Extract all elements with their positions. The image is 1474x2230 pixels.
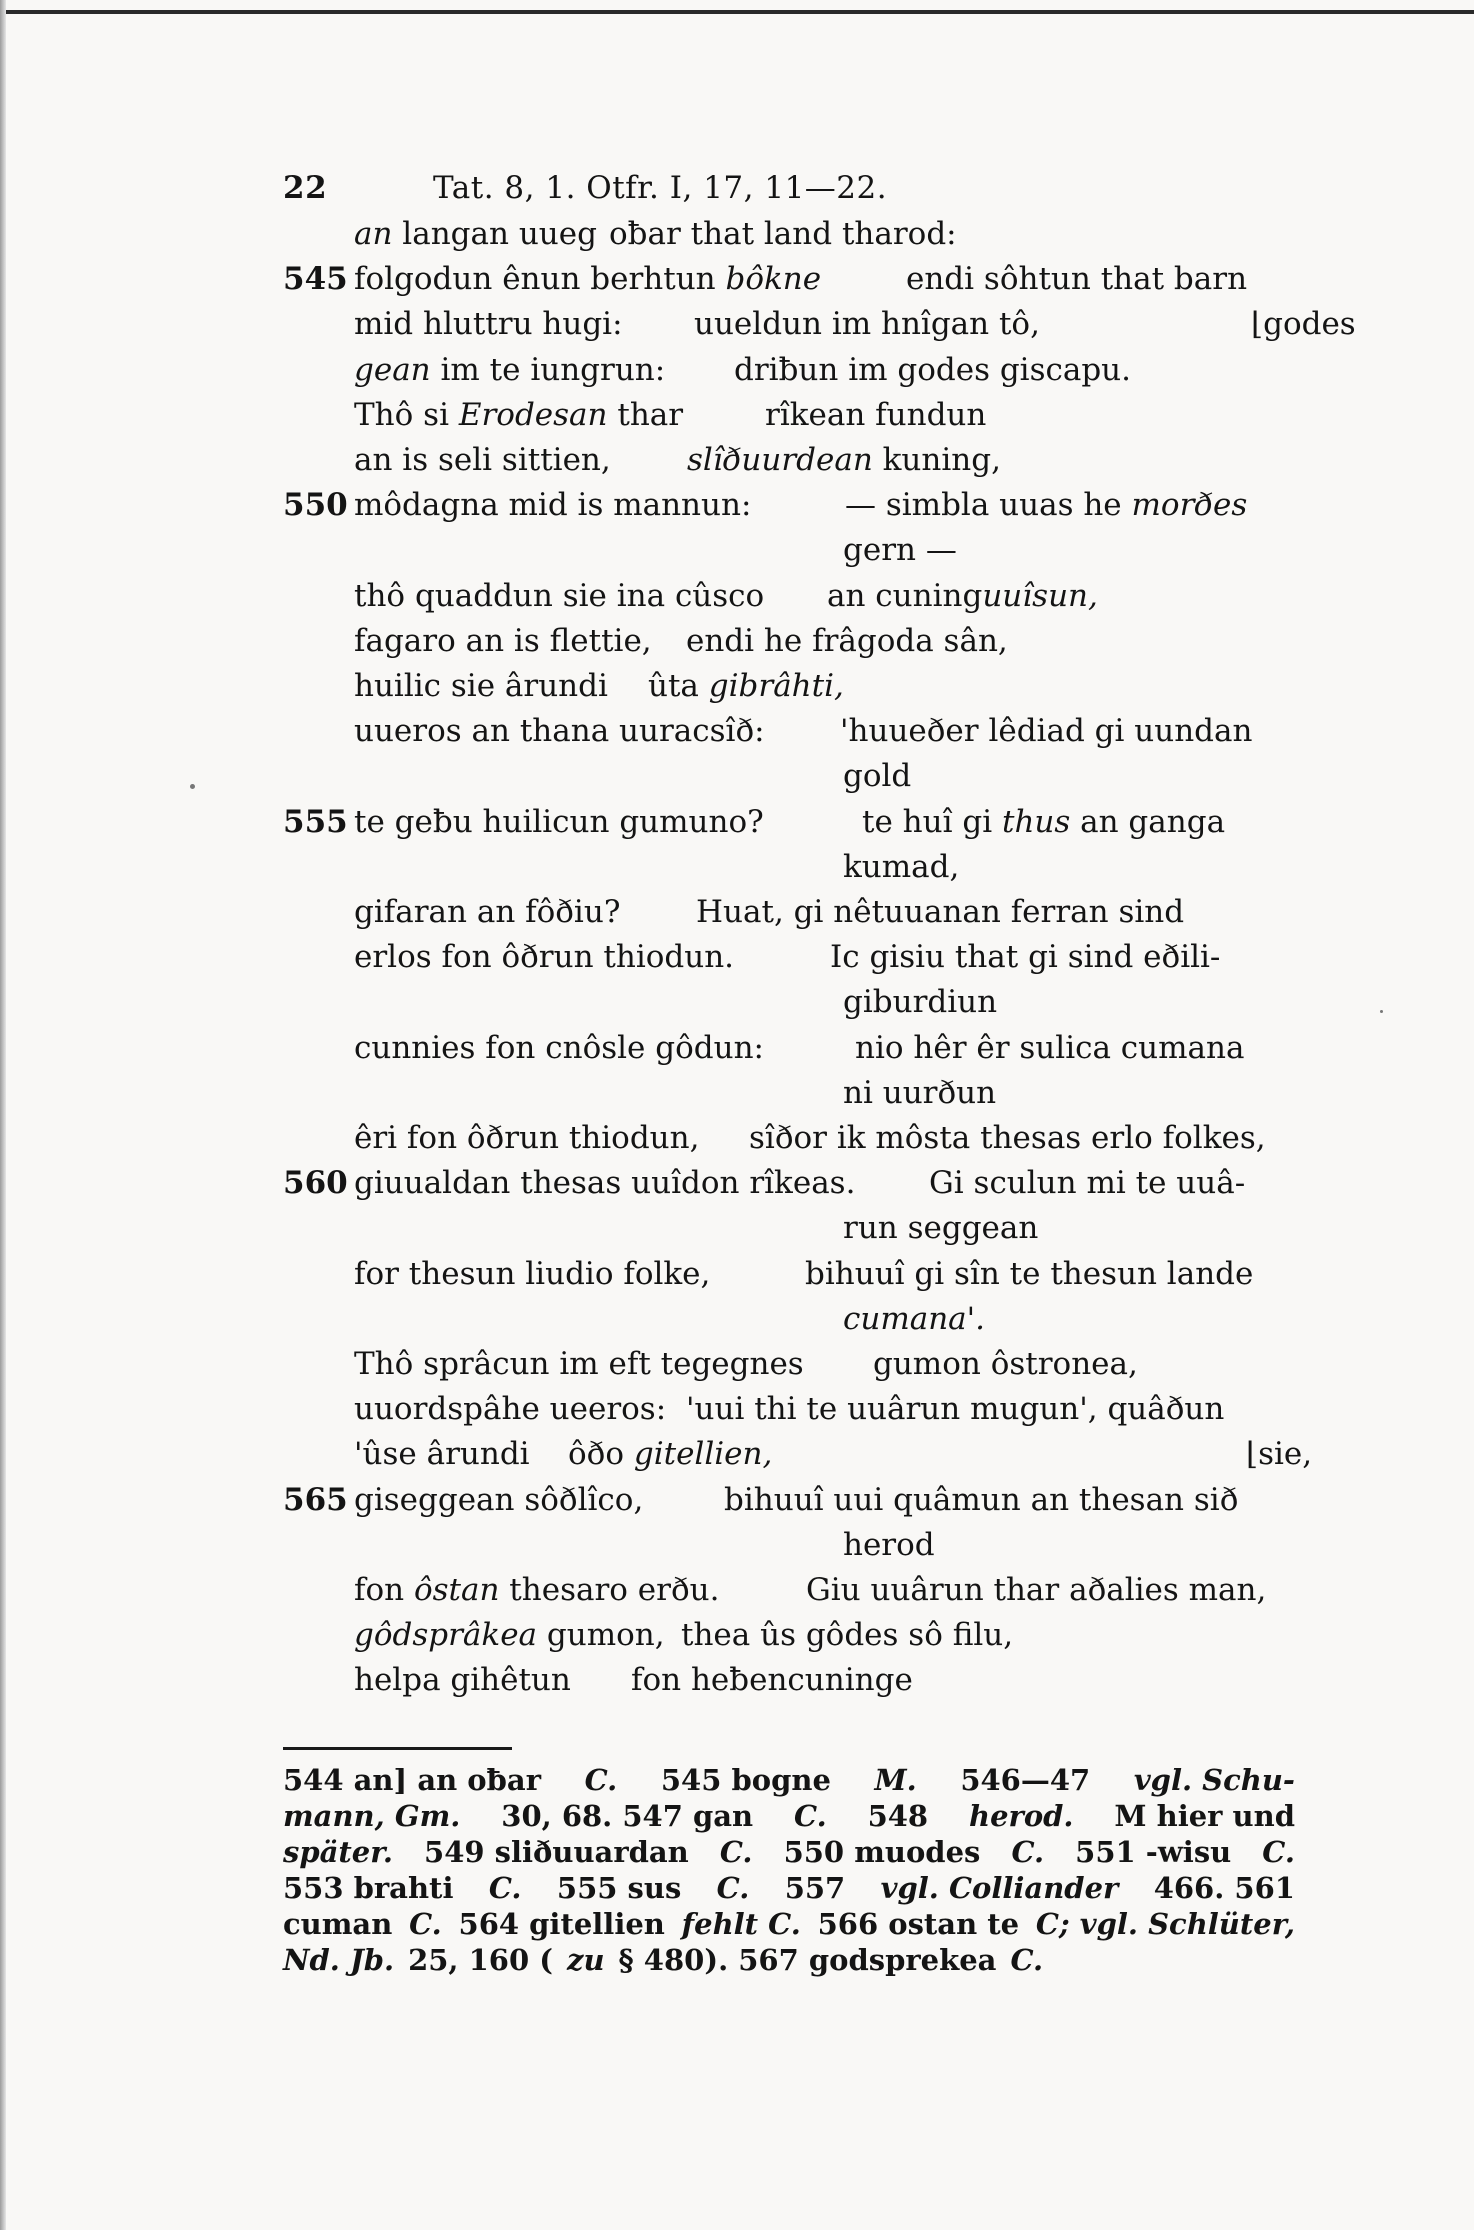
text-segment: giburdiun [843, 984, 998, 1021]
italic-segment: Erodesan [458, 396, 608, 433]
first-half-line [354, 623, 652, 659]
second-half-line [805, 1256, 1253, 1292]
second-half-line [681, 1617, 1013, 1653]
text-segment: ûta [648, 668, 709, 704]
second-half-line [873, 1346, 1138, 1382]
carried-over-word: ⌊godes [1251, 306, 1356, 343]
text-segment: — simbla uuas he [845, 487, 1132, 524]
text-segment: an ganga [1070, 803, 1226, 840]
text-segment: helpa gihêtun [354, 1662, 571, 1699]
page-top-edge [0, 10, 1474, 14]
text-segment: cunnies fon cnôsle gôdun: [354, 1029, 764, 1066]
text-segment: 564 gitellien [458, 1907, 665, 1941]
text-segment: folgodun ênun berhtun [354, 261, 726, 298]
line-number: 550 [283, 487, 348, 524]
second-half-line [929, 1165, 1245, 1201]
text-segment: uueldun im hnîgan tô, [694, 306, 1040, 343]
first-half-line [354, 397, 683, 433]
text-segment: bihuuî uui quâmun an thesan sið [724, 1481, 1239, 1518]
text-segment: thesaro erðu. [499, 1572, 720, 1608]
footnote-line [283, 1906, 1295, 1942]
first-half-line [354, 487, 751, 523]
text-segment: M hier und [1114, 1799, 1295, 1833]
text-segment: môdagna mid is mannun: [354, 487, 752, 524]
first-half-line [354, 1662, 571, 1698]
text-segment: uueros an thana uuracsîð: [354, 713, 765, 750]
italic-segment: gibrâhti, [708, 668, 844, 704]
second-half-line [568, 1436, 772, 1472]
italic-segment: C. [488, 1871, 522, 1905]
footnote-line [283, 1762, 1295, 1798]
text-segment: te geƀu huilicun gumuno? [354, 803, 764, 840]
ink-speck [190, 784, 195, 789]
text-segment: 545 bogne [660, 1763, 831, 1797]
second-half-line [845, 487, 1247, 523]
italic-segment: C. [719, 1835, 753, 1869]
text-segment: te huî gi [862, 803, 1002, 840]
text-segment: Giu uuârun thar aðalies man, [806, 1572, 1267, 1608]
italic-segment: gôdsprâkea [354, 1617, 538, 1654]
text-segment: 548 [867, 1799, 929, 1833]
text-segment: 557 [784, 1871, 846, 1905]
text-segment: langan uueg [392, 216, 597, 252]
first-half-line [354, 1572, 719, 1608]
text-segment: gumon, [537, 1617, 665, 1654]
text-segment: an is seli sittien, [354, 442, 611, 478]
text-segment: 'ûse ârundi [354, 1436, 530, 1473]
first-half-line [354, 1256, 710, 1292]
second-half-line [734, 352, 1131, 388]
first-half-line [354, 306, 623, 342]
italic-segment: morðes [1131, 487, 1248, 524]
text-segment: erlos fon ôðrun thiodun. [354, 939, 735, 976]
text-segment: ôðo [568, 1436, 634, 1473]
second-half-line [687, 442, 1001, 478]
footnote-line [283, 1870, 1295, 1906]
second-half-line [696, 894, 1184, 930]
second-half-line [906, 261, 1247, 297]
italic-segment: gean [354, 351, 431, 388]
text-segment: sîðor ik môsta thesas erlo folkes, [749, 1120, 1266, 1156]
text-segment: kumad, [843, 848, 960, 885]
first-half-line [354, 804, 764, 840]
text-segment: gumon ôstronea, [873, 1346, 1138, 1382]
second-half-line [843, 1527, 935, 1563]
second-half-line [827, 578, 1098, 614]
first-half-line [354, 1391, 666, 1427]
italic-segment: slîðuurdean [687, 442, 873, 478]
first-half-line [354, 1436, 530, 1472]
line-number: 560 [283, 1165, 348, 1202]
second-half-line [648, 668, 844, 704]
italic-segment: M. [874, 1763, 917, 1797]
text-segment: Thô sprâcun im eft tegegnes [354, 1346, 804, 1382]
first-half-line [354, 442, 611, 478]
text-segment: driƀun im godes giscapu. [734, 351, 1132, 388]
second-half-line [843, 984, 997, 1020]
text-segment: 30, 68. 547 gan [501, 1799, 754, 1833]
second-half-line [631, 1662, 913, 1698]
italic-segment: C. [1010, 1943, 1044, 1977]
text-segment: nio hêr êr sulica cumana [855, 1029, 1245, 1066]
text-segment: for thesun liudio folke, [354, 1255, 711, 1292]
second-half-line [686, 623, 1008, 659]
first-half-line [354, 939, 734, 975]
second-half-line [843, 532, 957, 568]
text-segment: 549 sliðuuardan [424, 1835, 689, 1869]
text-segment: fon [354, 1572, 414, 1608]
italic-segment: cumana'. [843, 1300, 986, 1337]
second-half-line [843, 1210, 1038, 1246]
first-half-line [354, 1165, 855, 1201]
text-segment: thô quaddun sie ina cûsco [354, 577, 765, 614]
text-segment: 546—47 [960, 1763, 1091, 1797]
footnote-rule [283, 1747, 512, 1750]
second-half-line [843, 1075, 996, 1111]
footnotes [283, 1762, 1295, 1978]
first-half-line [354, 894, 620, 930]
second-half-line [765, 397, 986, 433]
text-segment: 'huueðer lêdiad gi uundan [840, 713, 1253, 750]
second-half-line [855, 1030, 1244, 1066]
text-segment: gern — [843, 532, 957, 569]
text-segment: ni uurðun [843, 1074, 997, 1111]
italic-segment: C. [409, 1907, 442, 1941]
running-head: Tat. 8, 1. Otfr. I, 17, 11—22. [433, 170, 888, 206]
text-segment: huilic sie ârundi [354, 668, 608, 704]
second-half-line [843, 849, 959, 885]
second-half-line [609, 216, 957, 252]
italic-segment: thus [1001, 803, 1071, 840]
text-segment: Ic gisiu that gi sind eðili- [830, 939, 1221, 976]
first-half-line [354, 668, 608, 704]
first-half-line [354, 352, 665, 388]
text-segment: an cuning [827, 577, 983, 614]
italic-segment: ôstan [413, 1572, 500, 1608]
italic-segment: C. [794, 1799, 827, 1833]
text-segment: 566 ostan te [817, 1907, 1020, 1941]
text-segment: Thô si [354, 396, 459, 433]
text-segment: thea ûs gôdes sô filu, [681, 1617, 1014, 1654]
page-header [283, 170, 888, 206]
text-segment: Gi sculun mi te uuâ- [929, 1165, 1246, 1202]
text-segment: run seggean [843, 1210, 1039, 1247]
text-segment: 553 brahti [283, 1871, 454, 1905]
text-segment: 466. 561 [1153, 1871, 1295, 1905]
first-half-line [354, 578, 764, 614]
italic-segment: später. [283, 1835, 393, 1869]
text-segment: bihuuî gi sîn te thesun lande [805, 1255, 1254, 1292]
first-half-line [354, 261, 821, 297]
italic-segment: C. [1262, 1835, 1295, 1869]
text-segment: 555 sus [556, 1871, 682, 1905]
footnote-line [283, 1942, 1295, 1978]
footnote-line [283, 1834, 1295, 1870]
second-half-line [843, 758, 911, 794]
text-segment: endi sôhtun that barn [906, 261, 1248, 298]
first-half-line [354, 1120, 699, 1156]
second-half-line [862, 804, 1225, 840]
text-segment: gold [843, 758, 912, 795]
italic-segment: Nd. Jb. [283, 1943, 395, 1977]
text-segment: giuualdan thesas uuîdon rîkeas. [354, 1165, 856, 1202]
second-half-line [724, 1482, 1238, 1518]
italic-segment: zu [566, 1943, 605, 1977]
text-segment: 544 an] an oƀar [283, 1763, 541, 1797]
italic-segment: herod. [969, 1799, 1074, 1833]
text-segment: giseggean sôðlîco, [354, 1481, 644, 1518]
page-left-edge [0, 0, 6, 2230]
text-segment: herod [843, 1526, 935, 1563]
ink-speck [1380, 1010, 1383, 1013]
text-segment: fon heƀencuninge [631, 1662, 913, 1699]
text-segment: 25, 160 ( [408, 1943, 553, 1977]
text-segment: êri fon ôðrun thiodun, [354, 1120, 700, 1156]
text-segment: fagaro an is flettie, [354, 622, 652, 659]
italic-segment: vgl. Schu- [1133, 1763, 1295, 1797]
italic-segment: C. [716, 1871, 750, 1905]
first-half-line [354, 1030, 764, 1066]
italic-segment: C. [584, 1763, 618, 1797]
text-segment: Huat, gi nêtuuanan ferran sind [696, 894, 1185, 930]
text-segment: 'uui thi te uuârun mugun', quâðun [686, 1391, 1225, 1428]
text-segment: § 480). 567 godsprekea [618, 1943, 997, 1977]
italic-segment: mann, Gm. [283, 1799, 461, 1833]
text-segment: gifaran an fôðiu? [354, 894, 621, 930]
italic-segment: uuîsun, [982, 577, 1098, 614]
line-number: 565 [283, 1481, 348, 1518]
first-half-line [354, 1617, 665, 1653]
italic-segment: bôkne [725, 261, 822, 298]
footnote-line [283, 1798, 1295, 1834]
first-half-line [354, 713, 765, 749]
second-half-line [686, 1391, 1224, 1427]
text-segment: im te iungrun: [430, 351, 666, 388]
carried-over-word: ⌊sie, [1246, 1436, 1313, 1473]
text-segment: endi he frâgoda sân, [686, 622, 1008, 659]
second-half-line [830, 939, 1220, 975]
page-number: 22 [283, 170, 328, 206]
text-segment: kuning, [872, 442, 1001, 478]
italic-segment: gitellien, [633, 1436, 773, 1473]
text-segment: oƀar that land tharod: [609, 216, 957, 252]
first-half-line [354, 216, 597, 252]
text-segment: rîkean fundun [765, 396, 987, 433]
line-number: 545 [283, 261, 348, 298]
first-half-line [354, 1346, 804, 1382]
text-segment: 551 -wisu [1075, 1835, 1232, 1869]
second-half-line [749, 1120, 1266, 1156]
second-half-line [694, 306, 1040, 342]
italic-segment: vgl. Colliander [880, 1871, 1119, 1905]
italic-segment: an [354, 216, 393, 252]
second-half-line [843, 1301, 985, 1337]
second-half-line [840, 713, 1252, 749]
text-segment: thar [607, 396, 684, 433]
text-segment: uuordspâhe ueeros: [354, 1391, 667, 1428]
second-half-line [806, 1572, 1266, 1608]
italic-segment: fehlt C. [681, 1907, 801, 1941]
line-number: 555 [283, 803, 348, 840]
italic-segment: C; vgl. Schlüter, [1035, 1907, 1295, 1941]
text-segment: mid hluttru hugi: [354, 306, 623, 343]
text-segment: 550 muodes [783, 1835, 981, 1869]
text-segment: cuman [283, 1907, 393, 1941]
italic-segment: C. [1011, 1835, 1045, 1869]
first-half-line [354, 1482, 643, 1518]
